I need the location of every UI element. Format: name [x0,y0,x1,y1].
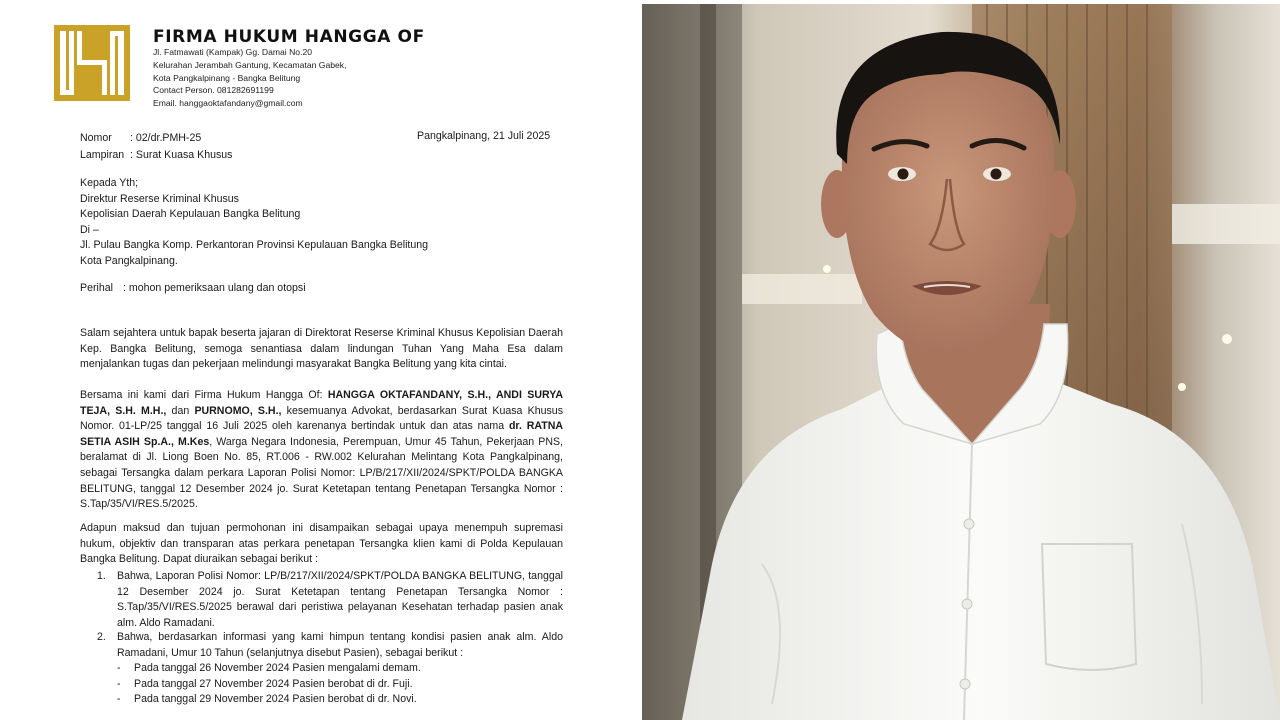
recipient-line-3: Kepolisian Daerah Kepulauan Bangka Belitung [80,208,301,221]
lampiran-value: : Surat Kuasa Khusus [130,149,233,161]
item-2-number: 2. [97,631,106,643]
p2-text-b: dan [166,404,195,417]
chronology-list [117,661,421,708]
greeting-paragraph: Salam sejahtera untuk bapak beserta jajaran di Direktorat Reserse Kriminal Khusus Kepolisian Daerah Kep. Bangka Belitung, semoga senantiasa dalam lindungan Tuhan Yang Maha Esa dalam menjalankan tugas dan pekerjaan melindungi masyarakat Bangka Belitung yang kita cintai. [80,327,563,371]
p2-text-d: , Warga Negara Indonesia, Perempuan, Umur 45 Tahun, Pekerjaan PNS, beralamat di Jl. Liong Boen No. 85, RT.006 - RW.002 Kelurahan Melintang Kota Pangkalpinang, sebagai Tersangka dalam perkara Laporan Polisi Nomor: LP/B/217/XII/2024/SPKT/POLDA BANGKA BELITUNG, tanggal 12 Desember 2024 jo. Surat Ketetapan tentang Penetapan Tersangka Nomor : S.Tap/35/VI/RES.5/2025. [80,435,563,511]
recipient-block [80,176,428,270]
client-name: dr. RATNA SETIA ASIH Sp.A., M.Kes [80,420,563,448]
numbered-list-item-2 [80,630,563,661]
item-2-text: Bahwa, berdasarkan informasi yang kami himpun tentang kondisi pasien anak alm. Aldo Ramadani, Umur 10 Tahun (selanjutnya disebut Pasien), sebagai berikut : [117,631,563,659]
list-item [117,661,421,677]
purpose-paragraph: Adapun maksud dan tujuan permohonan ini disampaikan sebagai upaya menempuh supremasi hukum, objektiv dan transparan atas perkara penetapan Tersangka klien kami di Polda Kepulauan Bangka Belitung. Dapat diuraikan sebagai berikut : [80,522,563,566]
firm-contact-block [153,46,346,110]
recipient-line-4: Di – [80,223,99,236]
firm-logo-icon [54,25,130,101]
portrait-photo [642,4,1280,720]
chronology-item-3: Pada tanggal 29 November 2024 Pasien berobat di dr. Novi. [134,693,417,706]
place-date: Pangkalpinang, 21 Juli 2025 [417,130,551,142]
p2-text-c: kesemuanya Advokat, berdasarkan Surat Kuasa Khusus Nomor. 01-LP/25 tanggal 16 Juli 2025 oleh karenanya bertindak untuk dan atas nama [80,404,563,433]
chronology-item-2: Pada tanggal 27 November 2024 Pasien berobat di dr. Fuji. [134,677,413,690]
nomor-label: Nomor [80,132,112,144]
list-item [117,677,421,693]
representation-paragraph [80,388,563,513]
letter-meta [80,130,232,164]
portrait-illustration [642,4,1280,720]
dash-bullet: - [117,677,121,690]
item-1-number: 1. [97,570,106,582]
list-item [117,692,421,708]
nomor-value: : 02/dr.PMH-25 [130,132,202,144]
address-line-3: Kota Pangkalpinang - Bangka Belitung [153,72,301,83]
dash-bullet: - [117,662,121,674]
address-line-1: Jl. Fatmawati (Kampak) Gg. Damai No.20 [153,47,313,57]
dash-bullet: - [117,693,121,706]
chronology-item-1: Pada tanggal 26 November 2024 Pasien mengalami demam. [134,662,421,674]
recipient-line-1: Kepada Yth; [80,177,139,189]
advocate-names: HANGGA OKTAFANDANY, S.H., ANDI SURYA TEJA, S.H. M.H., [80,389,563,417]
item-1-text: Bahwa, Laporan Polisi Nomor: LP/B/217/XII/2024/SPKT/POLDA BANGKA BELITUNG, tanggal 12 Desember 2024 jo. Surat Ketetapan tentang Penetapan Tersangka Nomor : S.Tap/35/VI/RES.5/2025 berawal dari peristiwa pelayanan Kesehatan terhadap pasien anak alm. Aldo Ramadani. [117,570,563,629]
lampiran-label: Lampiran [80,149,125,161]
email-address: Email. hanggaoktafandany@gmail.com [153,98,303,109]
subject-value: : mohon pemeriksaan ulang dan otopsi [123,282,306,294]
firm-name: FIRMA HUKUM HANGGA OF [153,27,425,47]
recipient-line-6: Kota Pangkalpinang. [80,254,178,267]
recipient-line-5: Jl. Pulau Bangka Komp. Perkantoran Provinsi Kepulauan Bangka Belitung [80,239,429,252]
subject-label: Perihal [80,282,113,294]
address-line-2: Kelurahan Jerambah Gantung, Kecamatan Gabek, [153,59,347,70]
recipient-line-2: Direktur Reserse Kriminal Khusus [80,192,239,205]
contact-person: Contact Person. 081282691199 [153,85,274,96]
advocate-name-3: PURNOMO, S.H., [194,404,282,417]
subject-line [80,282,306,294]
p2-text-a: Bersama ini kami dari Firma Hukum Hangga Of: [80,389,328,401]
numbered-list-item-1 [80,569,563,631]
